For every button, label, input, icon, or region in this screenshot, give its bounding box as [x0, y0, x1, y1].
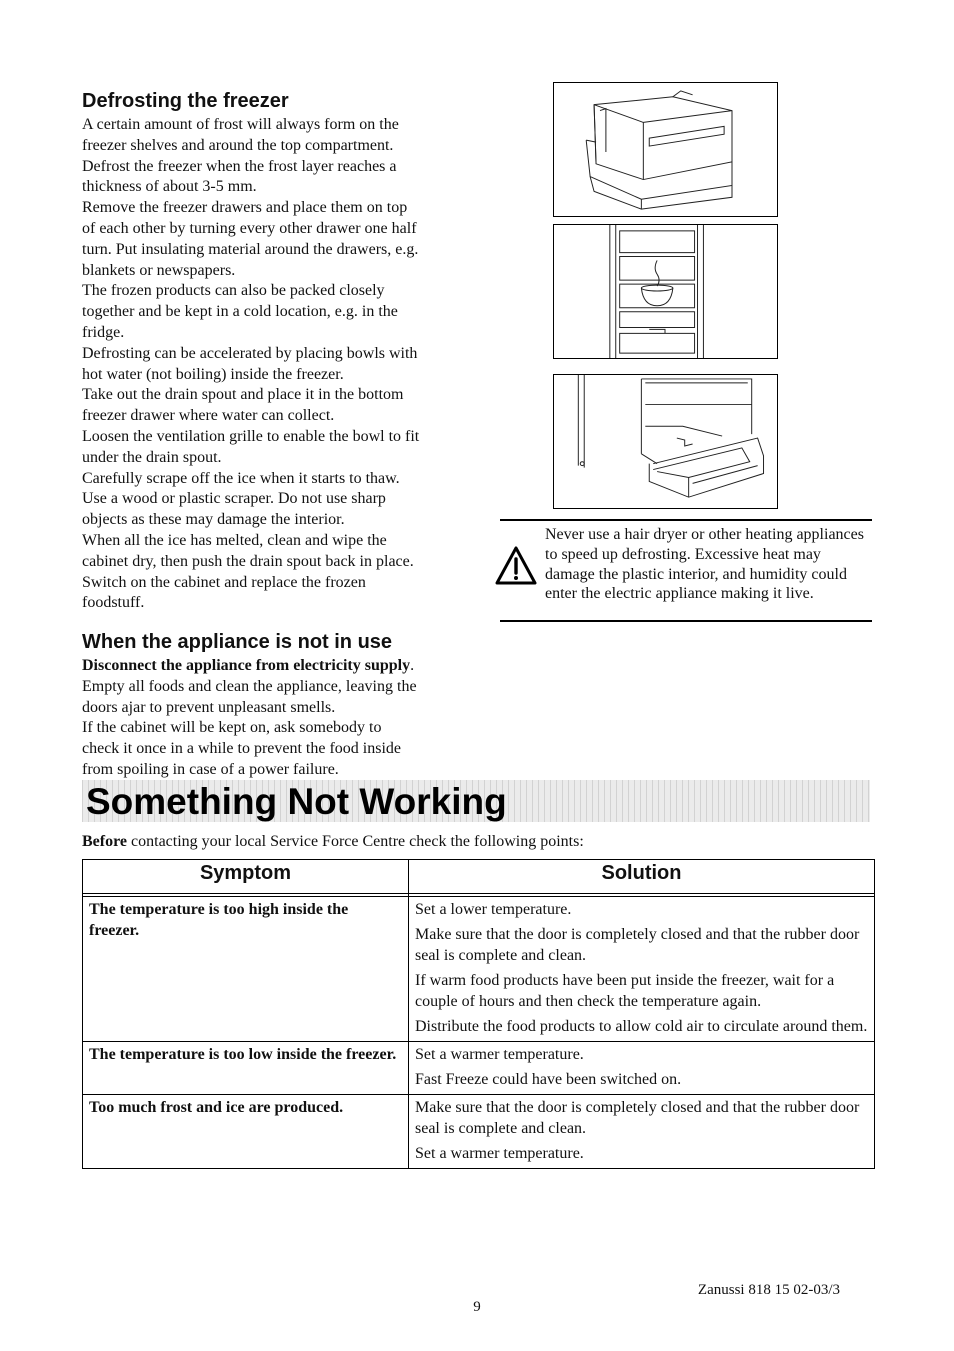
text-line: thickness of about 3-5 mm. [82, 178, 257, 196]
solution-cell [409, 897, 875, 1042]
text-line: cabinet dry, then push the drain spout back in place. [82, 552, 414, 570]
text-line: freezer shelves and around the top compartment. [82, 136, 394, 154]
warning-triangle-icon [494, 545, 538, 587]
text-line: foodstuff. [82, 594, 145, 612]
freezer-interior-bowl-illustration [553, 224, 778, 359]
text-line: A certain amount of frost will always form on the [82, 116, 399, 133]
troubleshoot-intro: Before contacting your local Service Force Centre check the following points: [82, 833, 584, 850]
solution-item: Make sure that the door is completely closed and that the rubber door seal is complete and clean. [415, 1099, 860, 1137]
solution-item: Distribute the food products to allow cold air to circulate around them. [415, 1018, 868, 1035]
text-line: check it once in a while to prevent the food inside [82, 740, 402, 758]
stacked-drawers-illustration [553, 82, 778, 217]
symptom-cell: Too much frost and ice are produced. [83, 1095, 409, 1169]
table-row [83, 1095, 875, 1169]
text-line: fridge. [82, 323, 125, 341]
section-banner [82, 780, 870, 822]
solution-item: Make sure that the door is completely closed and that the rubber door seal is complete and clean. [415, 926, 860, 964]
text-line: doors ajar to prevent unpleasant smells. [82, 698, 336, 716]
bold-instruction: Disconnect the appliance from electricity supply [82, 657, 411, 674]
text-line: The frozen products can also be packed closely [82, 282, 385, 300]
text-line: objects as these may damage the interior. [82, 511, 345, 529]
solution-cell [409, 1095, 875, 1169]
text-line: Defrosting can be accelerated by placing bowls with [82, 344, 418, 362]
text-line: blankets or newspapers. [82, 261, 236, 279]
text-line: turn. Put insulating material around the drawers, e.g. [82, 240, 419, 258]
text-line: Empty all foods and clean the appliance, leaving the [82, 677, 417, 695]
solution-item: Set a warmer temperature. [415, 1145, 584, 1162]
warning-text: Never use a hair dryer or other heating appliances to speed up defrosting. Excessive heat may damage the plastic interior, and humidity could enter the electric appliance making it live. [545, 526, 864, 603]
table-row [83, 1042, 875, 1095]
solution-item: Set a lower temperature. [415, 901, 572, 918]
text-line: Disconnect the appliance from electricity supply. [82, 657, 415, 674]
solution-column-header: Solution [409, 860, 875, 894]
text-line: Carefully scrape off the ice when it starts to thaw. [82, 469, 400, 487]
text-line: freezer drawer where water can collect. [82, 407, 335, 425]
text-line: If the cabinet will be kept on, ask somebody to [82, 719, 382, 737]
text-line: Loosen the ventilation grille to enable the bowl to fit [82, 427, 420, 445]
text-line: Remove the freezer drawers and place them on top [82, 199, 408, 217]
text-line: together and be kept in a cold location, e.g. in the [82, 303, 398, 321]
text-line: of each other by turning every other drawer one half [82, 219, 417, 237]
symptom-cell: The temperature is too high inside the freezer. [83, 897, 409, 1042]
text-line: Switch on the cabinet and replace the frozen [82, 573, 366, 591]
text-line: Take out the drain spout and place it in the bottom [82, 386, 404, 404]
not-in-use-heading: When the appliance is not in use [82, 631, 393, 653]
text-line: hot water (not boiling) inside the freezer. [82, 365, 344, 383]
symptom-cell: The temperature is too low inside the freezer. [83, 1042, 409, 1095]
defrost-heading: Defrosting the freezer [82, 90, 289, 112]
troubleshoot-table [82, 859, 875, 1169]
troubleshoot-title: Something Not Working [86, 781, 507, 822]
defrost-body [82, 115, 482, 614]
table-row [83, 897, 875, 1042]
text-line: When all the ice has melted, clean and wipe the [82, 531, 387, 549]
solution-item: Set a warmer temperature. [415, 1046, 584, 1063]
drain-spout-drawer-illustration [553, 374, 778, 509]
warning-box [500, 519, 872, 622]
text-line: from spoiling in case of a power failure. [82, 760, 339, 778]
text-line: under the drain spout. [82, 448, 222, 466]
not-in-use-body [82, 656, 482, 781]
solution-item: Fast Freeze could have been switched on. [415, 1071, 682, 1088]
text-line: Use a wood or plastic scraper. Do not use sharp [82, 490, 386, 508]
table-header-row [83, 860, 875, 894]
text-line: Defrost the freezer when the frost layer reaches a [82, 157, 397, 175]
page-number: 9 [473, 1299, 481, 1315]
document-reference: Zanussi 818 15 02-03/3 [697, 1282, 840, 1298]
solution-cell [409, 1042, 875, 1095]
symptom-column-header: Symptom [83, 860, 409, 894]
solution-item: If warm food products have been put inside the freezer, wait for a couple of hours and then check the temperature again. [415, 972, 835, 1010]
